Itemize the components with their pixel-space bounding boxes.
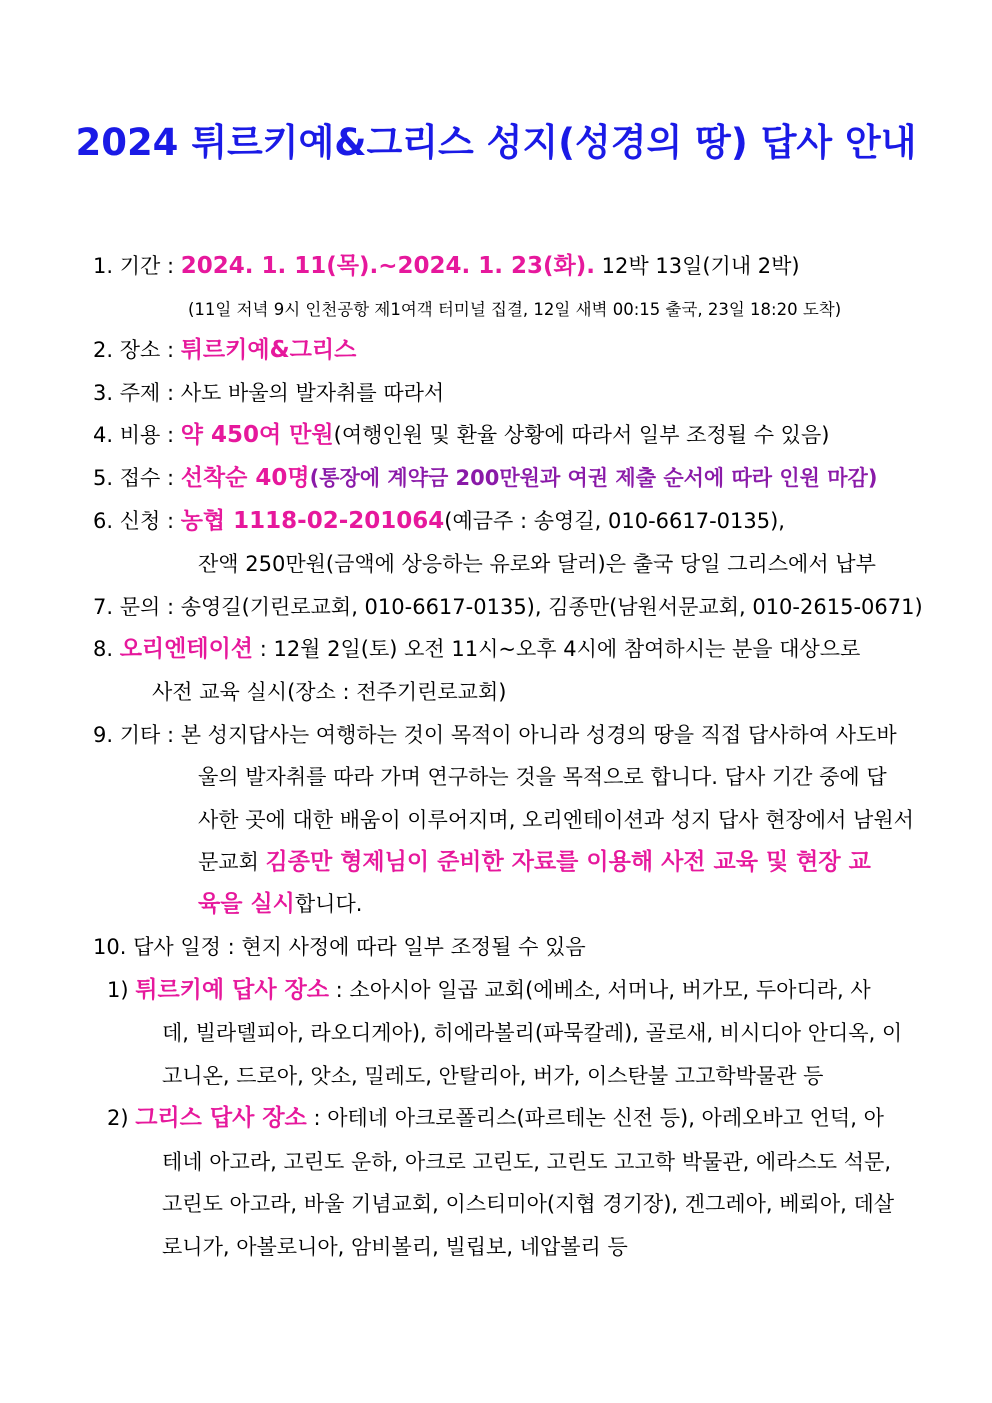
item-place <box>93 336 903 364</box>
turkey-line1: : 소아시아 일곱 교회(에베소, 서머나, 버가모, 두아디라, 사 <box>329 978 871 1002</box>
etc-label: 9. 기타 : <box>93 723 181 747</box>
page-title: 2024 튀르키예&그리스 성지(성경의 땅) 답사 안내 <box>75 121 917 164</box>
etc-line2: 울의 발자취를 따라 가며 연구하는 것을 목적으로 합니다. 답사 기간 중에 답 <box>198 765 887 789</box>
period-dates: 2024. 1. 11(목).~2024. 1. 23(화). <box>180 253 595 279</box>
greece-line1: : 아테네 아크로폴리스(파르테논 신전 등), 아레오바고 언덕, 아 <box>306 1106 884 1130</box>
etc-line4 <box>198 848 898 876</box>
greece-line3: 고린도 아고라, 바울 기념교회, 이스티미아(지협 경기장), 겐그레아, 베뢰아, 데살 <box>162 1192 895 1216</box>
receipt-note: (통장에 계약금 200만원과 여권 제출 순서에 따라 인원 마감) <box>309 466 878 490</box>
cost-note: (여행인원 및 환율 상황에 따라서 일부 조정될 수 있음) <box>333 423 830 447</box>
orientation-value: : 12월 2일(토) 오전 11시~오후 4시에 참여하시는 분을 대상으로 <box>253 637 861 661</box>
turkey-name: 튀르키예 답사 장소 <box>135 977 329 1003</box>
item-inquiry <box>93 593 923 621</box>
apply-account: 농협 1118-02-201064 <box>180 508 445 534</box>
item-orientation <box>93 635 903 663</box>
item-etc <box>93 721 903 749</box>
etc-line5a: 육을 실시 <box>198 891 295 917</box>
receipt-label: 5. 접수 : <box>93 466 181 490</box>
cost-label: 4. 비용 : <box>93 423 181 447</box>
place-value: 튀르키예&그리스 <box>180 337 357 363</box>
apply-label: 6. 신청 : <box>93 509 181 533</box>
turkey-line3: 고니온, 드로아, 앗소, 밀레도, 안탈리아, 버가, 이스탄불 고고학박물관 등 <box>162 1064 824 1088</box>
schedule-greece <box>107 1104 903 1132</box>
etc-line5 <box>198 890 898 918</box>
orientation-value2: 사전 교육 실시(장소 : 전주기린로교회) <box>152 680 507 704</box>
theme-value: 사도 바울의 발자취를 따라서 <box>180 381 445 405</box>
receipt-value: 선착순 40명 <box>180 465 310 491</box>
place-label: 2. 장소 : <box>93 338 181 362</box>
cost-value: 약 450여 만원 <box>180 422 334 448</box>
etc-line3: 사한 곳에 대한 배움이 이루어지며, 오리엔테이션과 성지 답사 현장에서 남원서 <box>198 808 914 832</box>
inquiry-value: 송영길(기린로교회, 010-6617-0135), 김종만(남원서문교회, 010-2615-0671) <box>180 595 923 619</box>
period-note: (11일 저녁 9시 인천공항 제1여객 터미널 집결, 12일 새벽 00:15 출국, 23일 18:20 도착) <box>188 300 842 319</box>
etc-line4a: 문교회 <box>198 850 266 874</box>
item-schedule: 10. 답사 일정 : 현지 사정에 따라 일부 조정될 수 있음 <box>93 935 586 959</box>
etc-line5b: 합니다. <box>294 892 363 916</box>
etc-line1: 본 성지답사는 여행하는 것이 목적이 아니라 성경의 땅을 직접 답사하여 사도바 <box>180 723 897 747</box>
greece-name: 그리스 답사 장소 <box>135 1105 307 1131</box>
item-theme <box>93 379 903 407</box>
theme-label: 3. 주제 : <box>93 381 181 405</box>
orientation-label: 8. <box>93 637 120 661</box>
apply-balance: 잔액 250만원(금액에 상응하는 유로와 달러)은 출국 당일 그리스에서 납부 <box>198 552 876 576</box>
item-apply <box>93 507 903 535</box>
greece-line2: 테네 아고라, 고린도 운하, 아크로 고린도, 고린도 고고학 박물관, 에라스도 석문, <box>162 1150 891 1174</box>
turkey-num: 1) <box>107 978 136 1002</box>
greece-line4: 로니가, 아볼로니아, 암비볼리, 빌립보, 네압볼리 등 <box>162 1235 628 1259</box>
turkey-line2: 데, 빌라델피아, 라오디게아), 히에라볼리(파묵칼레), 골로새, 비시디아 안디옥, 이 <box>162 1021 903 1045</box>
greece-num: 2) <box>107 1106 136 1130</box>
inquiry-label: 7. 문의 : <box>93 595 181 619</box>
orientation-name: 오리엔테이션 <box>119 636 254 662</box>
item-period <box>93 252 903 280</box>
item-cost <box>93 421 903 449</box>
item-receipt <box>93 464 903 492</box>
etc-line4b: 김종만 형제님이 준비한 자료를 이용해 사전 교육 및 현장 교 <box>265 849 871 875</box>
period-duration: 12박 13일(기내 2박) <box>594 254 800 278</box>
apply-holder: (예금주 : 송영길, 010-6617-0135), <box>444 509 785 533</box>
schedule-turkey <box>107 976 903 1004</box>
period-label: 1. 기간 : <box>93 254 181 278</box>
